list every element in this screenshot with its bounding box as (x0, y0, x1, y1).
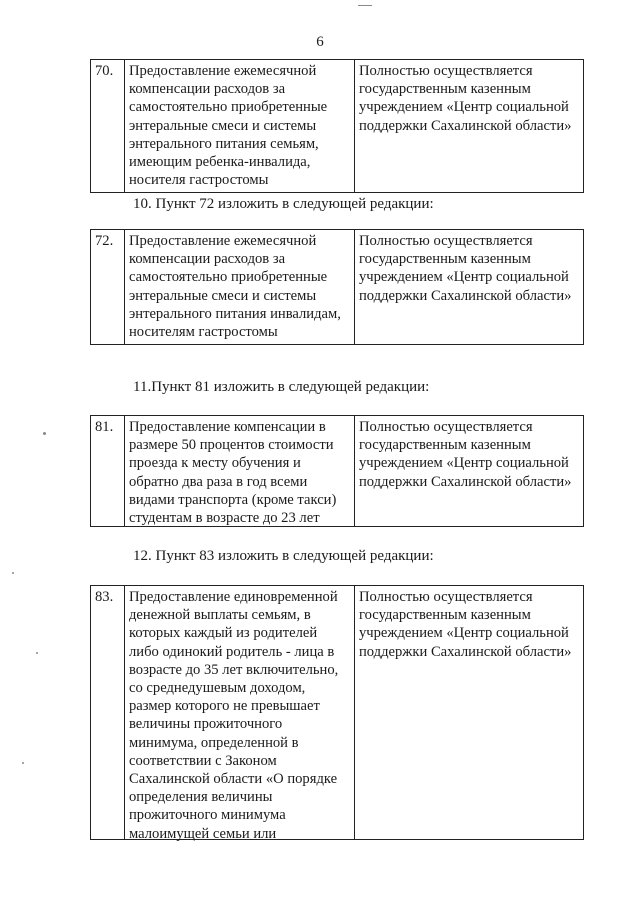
executor-line: поддержки Сахалинской области» (359, 643, 572, 660)
executor-line: поддержки Сахалинской области» (359, 473, 572, 490)
executor-line: учреждением «Центр социальной (359, 455, 569, 472)
item-number: 81. (91, 416, 125, 526)
scan-speck (36, 652, 38, 654)
item-description (125, 416, 355, 526)
executor-line: Полностью осуществляется (359, 419, 533, 435)
instruction-11: 11.Пункт 81 изложить в следующей редакции: (133, 379, 430, 395)
executor-line: Полностью осуществляется (359, 233, 533, 249)
description-line: которых каждый из родителей (129, 625, 318, 642)
description-line: либо одинокий родитель - лица в (129, 643, 335, 660)
table-row-83 (90, 585, 584, 840)
executor-line: учреждением «Центр социальной (359, 625, 569, 642)
description-line: энтеральные смеси и системы (129, 287, 317, 304)
scan-speck (358, 5, 372, 6)
table-row-72 (90, 229, 584, 345)
description-line: определения величины (129, 789, 273, 806)
description-line: компенсации расходов за (129, 251, 286, 268)
description-line: соответствии с Законом (129, 752, 277, 769)
description-line: компенсации расходов за (129, 81, 286, 98)
description-line: величины прожиточного (129, 716, 283, 733)
executor-line: государственным казенным (359, 607, 531, 624)
description-line: Сахалинской области «О порядке (129, 771, 338, 788)
description-line: возрасте до 35 лет включительно, (129, 661, 339, 678)
description-line: видами транспорта (кроме такси) (129, 491, 337, 508)
description-line: энтерального питания инвалидам, (129, 305, 341, 322)
item-description (125, 60, 355, 192)
table-row-81 (90, 415, 584, 527)
description-line: минимума, определенной в (129, 734, 299, 751)
description-line: денежной выплаты семьям, в (129, 607, 311, 624)
scan-speck (12, 572, 14, 574)
executor-line: поддержки Сахалинской области» (359, 117, 572, 134)
item-executor (355, 416, 583, 526)
description-line: студентам в возрасте до 23 лет (129, 510, 320, 527)
item-number: 83. (91, 586, 125, 839)
description-line: носителям гастростомы (129, 324, 278, 341)
executor-line: учреждением «Центр социальной (359, 99, 569, 116)
instruction-10: 10. Пункт 72 изложить в следующей редакции: (133, 196, 434, 212)
description-line: проезда к месту обучения и (129, 455, 301, 472)
scan-speck (22, 762, 24, 764)
description-line: самостоятельно приобретенные (129, 99, 328, 116)
executor-line: учреждением «Центр социальной (359, 269, 569, 286)
description-line: Предоставление компенсации в (129, 419, 326, 435)
executor-line: государственным казенным (359, 81, 531, 98)
description-line: носителя гастростомы (129, 172, 269, 189)
executor-line: Полностью осуществляется (359, 63, 533, 79)
item-number: 72. (91, 230, 125, 344)
item-number: 70. (91, 60, 125, 192)
item-description (125, 586, 355, 842)
executor-line: государственным казенным (359, 251, 531, 268)
description-line: самостоятельно приобретенные (129, 269, 328, 286)
instruction-12: 12. Пункт 83 изложить в следующей редакции: (133, 548, 434, 564)
description-line: прожиточного минимума (129, 807, 286, 824)
item-description (125, 230, 355, 344)
description-line: размер которого не превышает (129, 698, 320, 715)
description-line: обратно два раза в год всеми (129, 473, 308, 490)
description-line: энтеральные смеси и системы (129, 117, 317, 134)
item-executor (355, 586, 583, 839)
executor-line: поддержки Сахалинской области» (359, 287, 572, 304)
item-executor (355, 60, 583, 192)
description-line: со среднедушевым доходом, (129, 680, 306, 697)
description-line: размере 50 процентов стоимости (129, 437, 334, 454)
page-number: 6 (316, 34, 324, 50)
table-row-70 (90, 59, 584, 193)
description-line: Предоставление ежемесячной (129, 63, 317, 79)
scan-speck (43, 432, 46, 435)
executor-line: государственным казенным (359, 437, 531, 454)
description-line: Предоставление ежемесячной (129, 233, 317, 249)
description-line: Предоставление единовременной (129, 589, 338, 605)
description-line: малоимущей семьи или (129, 825, 277, 842)
description-line: имеющим ребенка-инвалида, (129, 154, 311, 171)
description-line: энтерального питания семьям, (129, 135, 319, 152)
executor-line: Полностью осуществляется (359, 589, 533, 605)
item-executor (355, 230, 583, 344)
